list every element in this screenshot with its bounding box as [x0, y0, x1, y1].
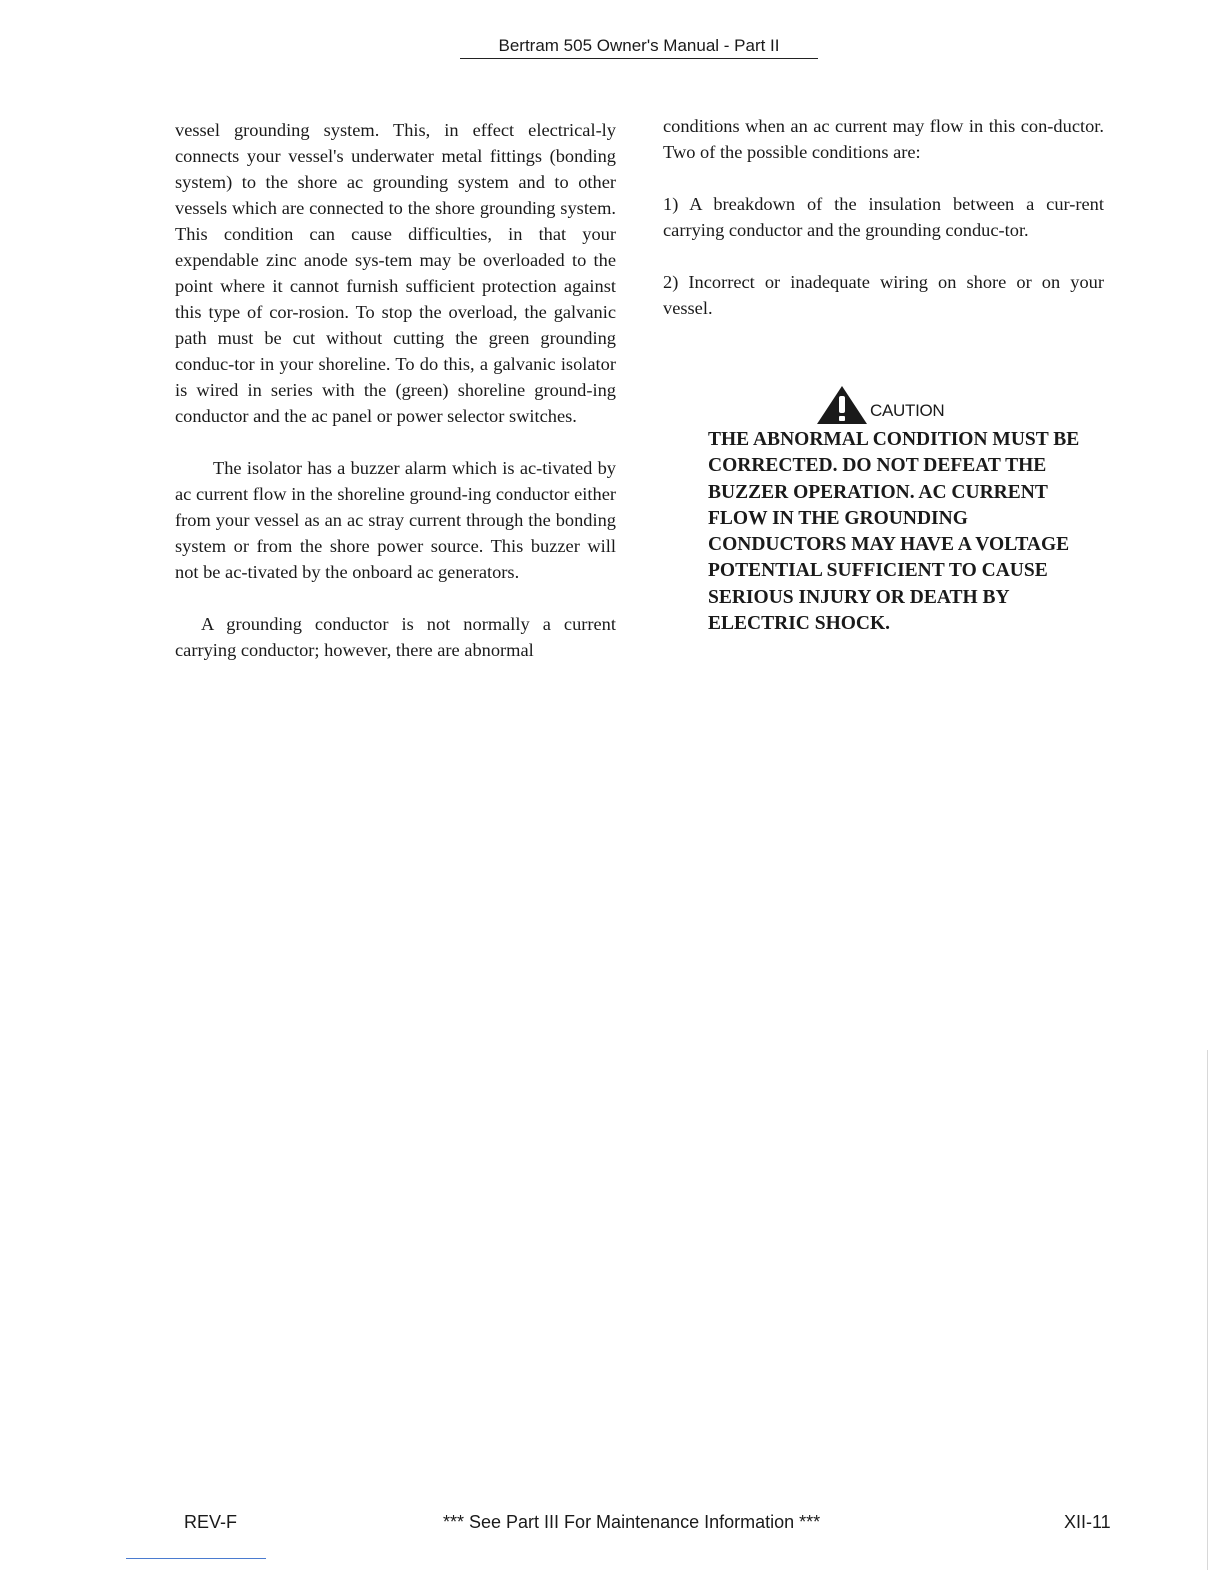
caution-message: THE ABNORMAL CONDITION MUST BE CORRECTED. DO NOT DEFEAT THE BUZZER OPERATION. AC CURRENT FLOW IN THE GROUNDING CONDUCTORS MAY HAVE A VOLTAGE POTENTIAL SUFFICIENT TO CAUSE SERIOUS INJURY OR DEATH BY ELECTRIC SHOCK. — [708, 429, 1080, 635]
warning-triangle-icon — [816, 385, 868, 425]
paragraph-grounding-conductor: A grounding conductor is not normally a current carrying conductor; however, there are abnormal — [175, 614, 616, 660]
paragraph-grounding-system: vessel grounding system. This, in effect electrical-ly connects your vessel's underwater metal fittings (bonding system) to the shore ac grounding system and to other vessels which are connected to the shore grounding system. This condition can cause difficulties, in that your expendable zinc anode sys-tem may be overloaded to the point where it cannot furnish sufficient protection against this type of cor-rosion. To stop the overload, the galvanic path must be cut without cutting the green grounding conduc-tor in your shoreline. To do this, a galvanic isolator is wired in series with the (green) shoreline ground-ing conductor and the ac panel or power selector switches. — [175, 120, 616, 426]
list-item-condition-1: 1) A breakdown of the insulation between a cur-rent carrying conductor and the grounding conduc-tor. — [663, 194, 1104, 240]
page-number: XII-11 — [1064, 1512, 1111, 1532]
caution-heading — [816, 385, 1108, 425]
scan-accent-line — [126, 1558, 266, 1559]
revision-label: REV-F — [184, 1512, 238, 1532]
scan-edge-line — [1207, 1050, 1208, 1570]
left-column — [175, 117, 616, 689]
right-column — [663, 113, 1104, 347]
list-item-condition-2: 2) Incorrect or inadequate wiring on shore or on your vessel. — [663, 272, 1104, 318]
maintenance-note: *** See Part III For Maintenance Information *** — [443, 1512, 821, 1532]
page-header: Bertram 505 Owner's Manual - Part II — [460, 36, 818, 59]
caution-box — [708, 385, 1108, 637]
caution-label: CAUTION — [870, 401, 945, 420]
paragraph-isolator-buzzer: The isolator has a buzzer alarm which is ac-tivated by ac current flow in the shoreline ground-ing conductor either from your vessel as an ac stray current through the bonding system or from the shore power source. This buzzer will not be ac-tivated by the onboard ac generators. — [175, 458, 616, 582]
paragraph-abnormal-conditions: conditions when an ac current may flow in this con-ductor. Two of the possible conditions are: — [663, 116, 1104, 162]
